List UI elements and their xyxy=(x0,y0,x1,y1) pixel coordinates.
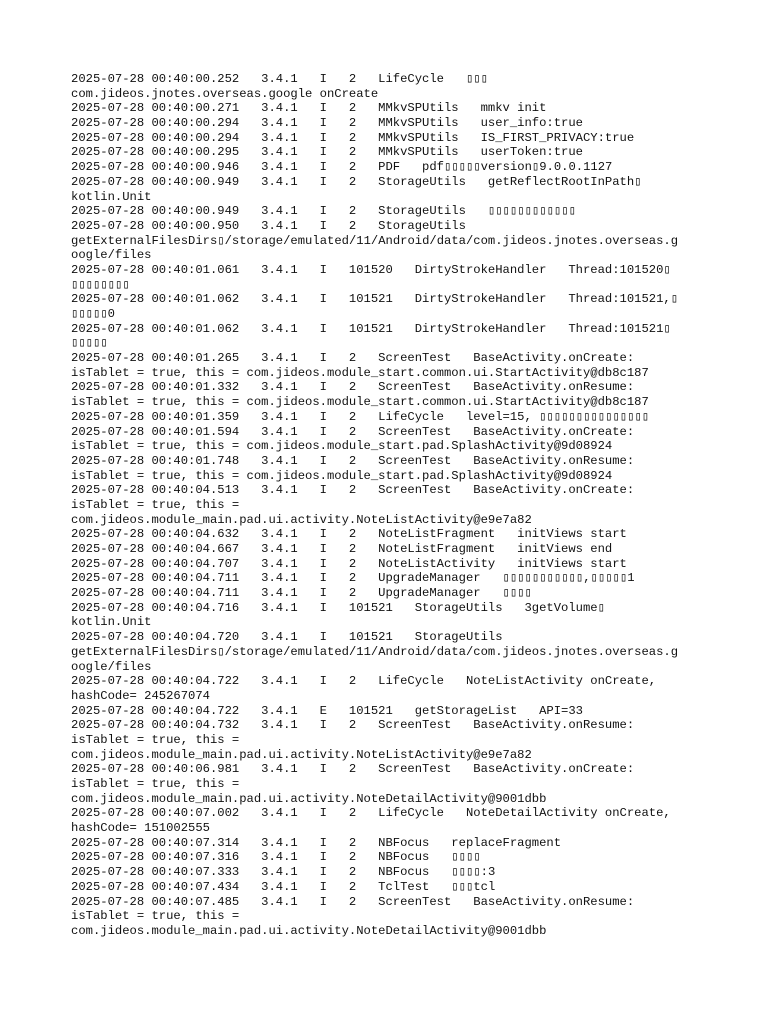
log-line: 2025-07-28 00:40:07.316 3.4.1 I 2 NBFocus ▯▯▯▯ xyxy=(71,850,481,865)
log-line: 2025-07-28 00:40:00.295 3.4.1 I 2 MMkvSPUtils userToken:true xyxy=(71,145,583,160)
log-line: 2025-07-28 00:40:01.062 3.4.1 I 101521 DirtyStrokeHandler Thread:101521,▯ xyxy=(71,292,679,307)
log-document xyxy=(71,72,703,939)
log-line: 2025-07-28 00:40:04.732 3.4.1 I 2 ScreenTest BaseActivity.onResume: xyxy=(71,718,635,733)
log-line: 2025-07-28 00:40:04.711 3.4.1 I 2 UpgradeManager ▯▯▯▯ xyxy=(71,586,532,601)
log-line: com.jideos.module_main.pad.ui.activity.NoteDetailActivity@9001dbb xyxy=(71,923,547,938)
log-line: getExternalFilesDirs▯/storage/emulated/11/Android/data/com.jideos.jnotes.overseas.g xyxy=(71,644,679,659)
log-line: com.jideos.module_main.pad.ui.activity.NoteListActivity@e9e7a82 xyxy=(71,747,532,762)
log-line: isTablet = true, this = com.jideos.module_start.common.ui.StartActivity@db8c187 xyxy=(71,365,649,380)
log-line: oogle/files xyxy=(71,248,152,263)
log-line: kotlin.Unit xyxy=(71,615,152,630)
log-line: isTablet = true, this = xyxy=(71,497,240,512)
log-line: 2025-07-28 00:40:00.271 3.4.1 I 2 MMkvSPUtils mmkv init xyxy=(71,101,547,116)
log-line: 2025-07-28 00:40:01.748 3.4.1 I 2 ScreenTest BaseActivity.onResume: xyxy=(71,453,635,468)
log-line: com.jideos.jnotes.overseas.google onCreate xyxy=(71,86,379,101)
log-line: 2025-07-28 00:40:04.722 3.4.1 E 101521 getStorageList API=33 xyxy=(71,703,583,718)
log-line: 2025-07-28 00:40:00.294 3.4.1 I 2 MMkvSPUtils IS_FIRST_PRIVACY:true xyxy=(71,130,635,145)
log-line: com.jideos.module_main.pad.ui.activity.NoteListActivity@e9e7a82 xyxy=(71,512,532,527)
log-line: 2025-07-28 00:40:04.722 3.4.1 I 2 LifeCycle NoteListActivity onCreate, xyxy=(71,674,657,689)
log-line: 2025-07-28 00:40:00.949 3.4.1 I 2 StorageUtils getReflectRootInPath▯ xyxy=(71,174,642,189)
log-line: kotlin.Unit xyxy=(71,189,152,204)
log-line: com.jideos.module_main.pad.ui.activity.NoteDetailActivity@9001dbb xyxy=(71,791,547,806)
log-line: 2025-07-28 00:40:07.314 3.4.1 I 2 NBFocus replaceFragment xyxy=(71,835,562,850)
log-line: isTablet = true, this = xyxy=(71,732,240,747)
log-line: 2025-07-28 00:40:00.294 3.4.1 I 2 MMkvSPUtils user_info:true xyxy=(71,116,583,131)
log-line: 2025-07-28 00:40:01.061 3.4.1 I 101520 DirtyStrokeHandler Thread:101520▯ xyxy=(71,262,671,277)
log-line: 2025-07-28 00:40:00.946 3.4.1 I 2 PDF pdf▯▯▯▯▯version▯9.0.0.1127 xyxy=(71,160,613,175)
log-line: ▯▯▯▯▯ xyxy=(71,336,108,351)
log-line: ▯▯▯▯▯0 xyxy=(71,307,116,321)
log-line: 2025-07-28 00:40:07.333 3.4.1 I 2 NBFocus ▯▯▯▯:3 xyxy=(71,865,496,880)
log-line: 2025-07-28 00:40:00.950 3.4.1 I 2 StorageUtils xyxy=(71,218,466,233)
log-line: 2025-07-28 00:40:04.711 3.4.1 I 2 UpgradeManager ▯▯▯▯▯▯▯▯▯▯▯,▯▯▯▯▯1 xyxy=(71,571,635,586)
log-line: getExternalFilesDirs▯/storage/emulated/11/Android/data/com.jideos.jnotes.overseas.g xyxy=(71,233,679,248)
log-line: hashCode= 151002555 xyxy=(71,821,210,836)
log-line: 2025-07-28 00:40:01.594 3.4.1 I 2 ScreenTest BaseActivity.onCreate: xyxy=(71,424,635,439)
log-line: 2025-07-28 00:40:04.716 3.4.1 I 101521 StorageUtils 3getVolume▯ xyxy=(71,600,605,615)
log-line: 2025-07-28 00:40:01.359 3.4.1 I 2 LifeCycle level=15, ▯▯▯▯▯▯▯▯▯▯▯▯▯▯▯ xyxy=(71,409,650,424)
log-line: isTablet = true, this = com.jideos.module_start.pad.SplashActivity@9d08924 xyxy=(71,439,613,454)
log-line: 2025-07-28 00:40:07.434 3.4.1 I 2 TclTest ▯▯▯tcl xyxy=(71,879,496,894)
log-line: 2025-07-28 00:40:01.265 3.4.1 I 2 ScreenTest BaseActivity.onCreate: xyxy=(71,351,635,366)
log-line: 2025-07-28 00:40:01.062 3.4.1 I 101521 DirtyStrokeHandler Thread:101521▯ xyxy=(71,321,671,336)
log-line: 2025-07-28 00:40:04.513 3.4.1 I 2 ScreenTest BaseActivity.onCreate: xyxy=(71,483,635,498)
log-line: isTablet = true, this = xyxy=(71,777,240,791)
log-line: 2025-07-28 00:40:00.252 3.4.1 I 2 LifeCycle ▯▯▯ xyxy=(71,72,488,86)
log-line: isTablet = true, this = com.jideos.module_start.common.ui.StartActivity@db8c187 xyxy=(71,395,649,410)
log-line: 2025-07-28 00:40:07.485 3.4.1 I 2 ScreenTest BaseActivity.onResume: xyxy=(71,894,635,909)
log-line: 2025-07-28 00:40:04.707 3.4.1 I 2 NoteListActivity initViews start xyxy=(71,556,627,571)
log-line: hashCode= 245267074 xyxy=(71,688,210,703)
log-line: 2025-07-28 00:40:04.632 3.4.1 I 2 NoteListFragment initViews start xyxy=(71,527,627,542)
log-line: 2025-07-28 00:40:06.981 3.4.1 I 2 ScreenTest BaseActivity.onCreate: xyxy=(71,762,635,777)
log-line: oogle/files xyxy=(71,659,152,674)
log-line: 2025-07-28 00:40:01.332 3.4.1 I 2 ScreenTest BaseActivity.onResume: xyxy=(71,380,635,395)
log-line: 2025-07-28 00:40:07.002 3.4.1 I 2 LifeCycle NoteDetailActivity onCreate, xyxy=(71,806,671,821)
log-line: 2025-07-28 00:40:04.667 3.4.1 I 2 NoteListFragment initViews end xyxy=(71,542,613,556)
log-line: 2025-07-28 00:40:04.720 3.4.1 I 101521 StorageUtils xyxy=(71,630,503,645)
log-line: 2025-07-28 00:40:00.949 3.4.1 I 2 StorageUtils ▯▯▯▯▯▯▯▯▯▯▯▯ xyxy=(71,204,576,219)
log-line: isTablet = true, this = com.jideos.module_start.pad.SplashActivity@9d08924 xyxy=(71,468,613,483)
log-line: isTablet = true, this = xyxy=(71,909,240,924)
log-line: ▯▯▯▯▯▯▯▯ xyxy=(71,277,130,292)
